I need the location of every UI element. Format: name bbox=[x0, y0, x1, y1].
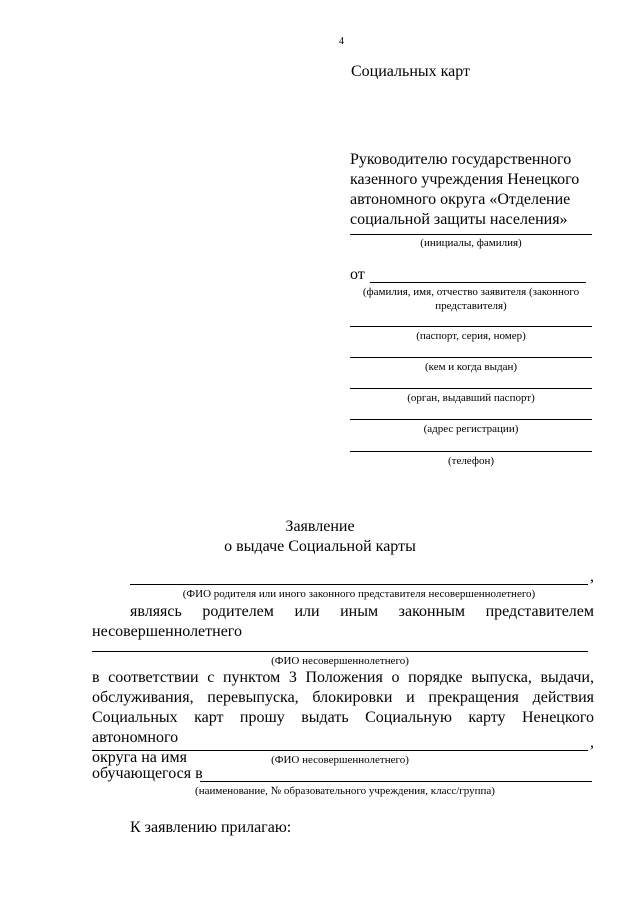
institution-line[interactable] bbox=[200, 781, 592, 782]
page-number: 4 bbox=[339, 36, 344, 47]
minor-name-line-2[interactable] bbox=[92, 750, 588, 751]
issuer-caption: (орган, выдавший паспорт) bbox=[407, 392, 535, 404]
main-paragraph bbox=[92, 668, 594, 768]
parent-name-caption: (ФИО родителя или иного законного представителя несовершеннолетнего) bbox=[182, 588, 536, 600]
addressee-line: автономного округа «Отделение bbox=[350, 191, 571, 208]
phone-caption: (телефон) bbox=[447, 455, 495, 467]
paragraph-line: в соответствии с пунктом 3 Положения о порядке выпуска, выдачи, bbox=[92, 669, 594, 686]
paragraph-line: обслуживания, перевыпуска, блокировки и прекращения действия bbox=[92, 689, 594, 706]
applicant-name-caption-2: представителя) bbox=[435, 300, 507, 312]
minor-name-caption-2: (ФИО несовершеннолетнего) bbox=[271, 754, 409, 766]
paragraph-line: округа на имя bbox=[92, 749, 187, 766]
parent-name-line[interactable] bbox=[130, 584, 588, 585]
paragraph-line: Социальных карт прошу выдать Социальную карту Ненецкого автономного bbox=[92, 709, 594, 746]
addressee-line: Руководителю государственного bbox=[350, 151, 572, 168]
attachments-label: К заявлению прилагаю: bbox=[130, 819, 292, 836]
addressee-block bbox=[350, 150, 600, 230]
passport-caption: (паспорт, серия, номер) bbox=[416, 330, 526, 342]
issued-caption: (кем и когда выдан) bbox=[424, 361, 518, 373]
issued-line[interactable] bbox=[350, 357, 592, 358]
minor-word: несовершеннолетнего bbox=[92, 623, 242, 640]
issuer-line[interactable] bbox=[350, 388, 592, 389]
phone-line[interactable] bbox=[350, 451, 592, 452]
document-title: Заявление bbox=[285, 518, 355, 535]
addressee-line: социальной защиты населения» bbox=[350, 211, 568, 228]
parent-comma: , bbox=[590, 568, 594, 585]
address-caption: (адрес регистрации) bbox=[423, 423, 519, 435]
initials-caption: (инициалы, фамилия) bbox=[420, 237, 522, 249]
initials-line[interactable] bbox=[350, 234, 592, 235]
being-parent-text: являясь родителем или иным законным представителем bbox=[130, 603, 594, 620]
applicant-name-caption: (фамилия, имя, отчество заявителя (законного bbox=[362, 286, 580, 298]
institution-caption: (наименование, № образовательного учреждения, класс/группа) bbox=[195, 785, 495, 797]
minor-comma: , bbox=[590, 734, 594, 751]
header-note: Социальных карт bbox=[351, 63, 471, 80]
from-label: от bbox=[350, 266, 365, 283]
address-line[interactable] bbox=[350, 419, 592, 420]
studying-label: обучающегося в bbox=[92, 765, 203, 782]
addressee-line: казенного учреждения Ненецкого bbox=[350, 171, 580, 188]
document-subtitle: о выдаче Социальной карты bbox=[224, 538, 416, 555]
minor-name-line[interactable] bbox=[92, 651, 588, 652]
passport-line[interactable] bbox=[350, 326, 592, 327]
applicant-name-line[interactable] bbox=[370, 282, 586, 283]
minor-name-caption: (ФИО несовершеннолетнего) bbox=[271, 655, 409, 667]
